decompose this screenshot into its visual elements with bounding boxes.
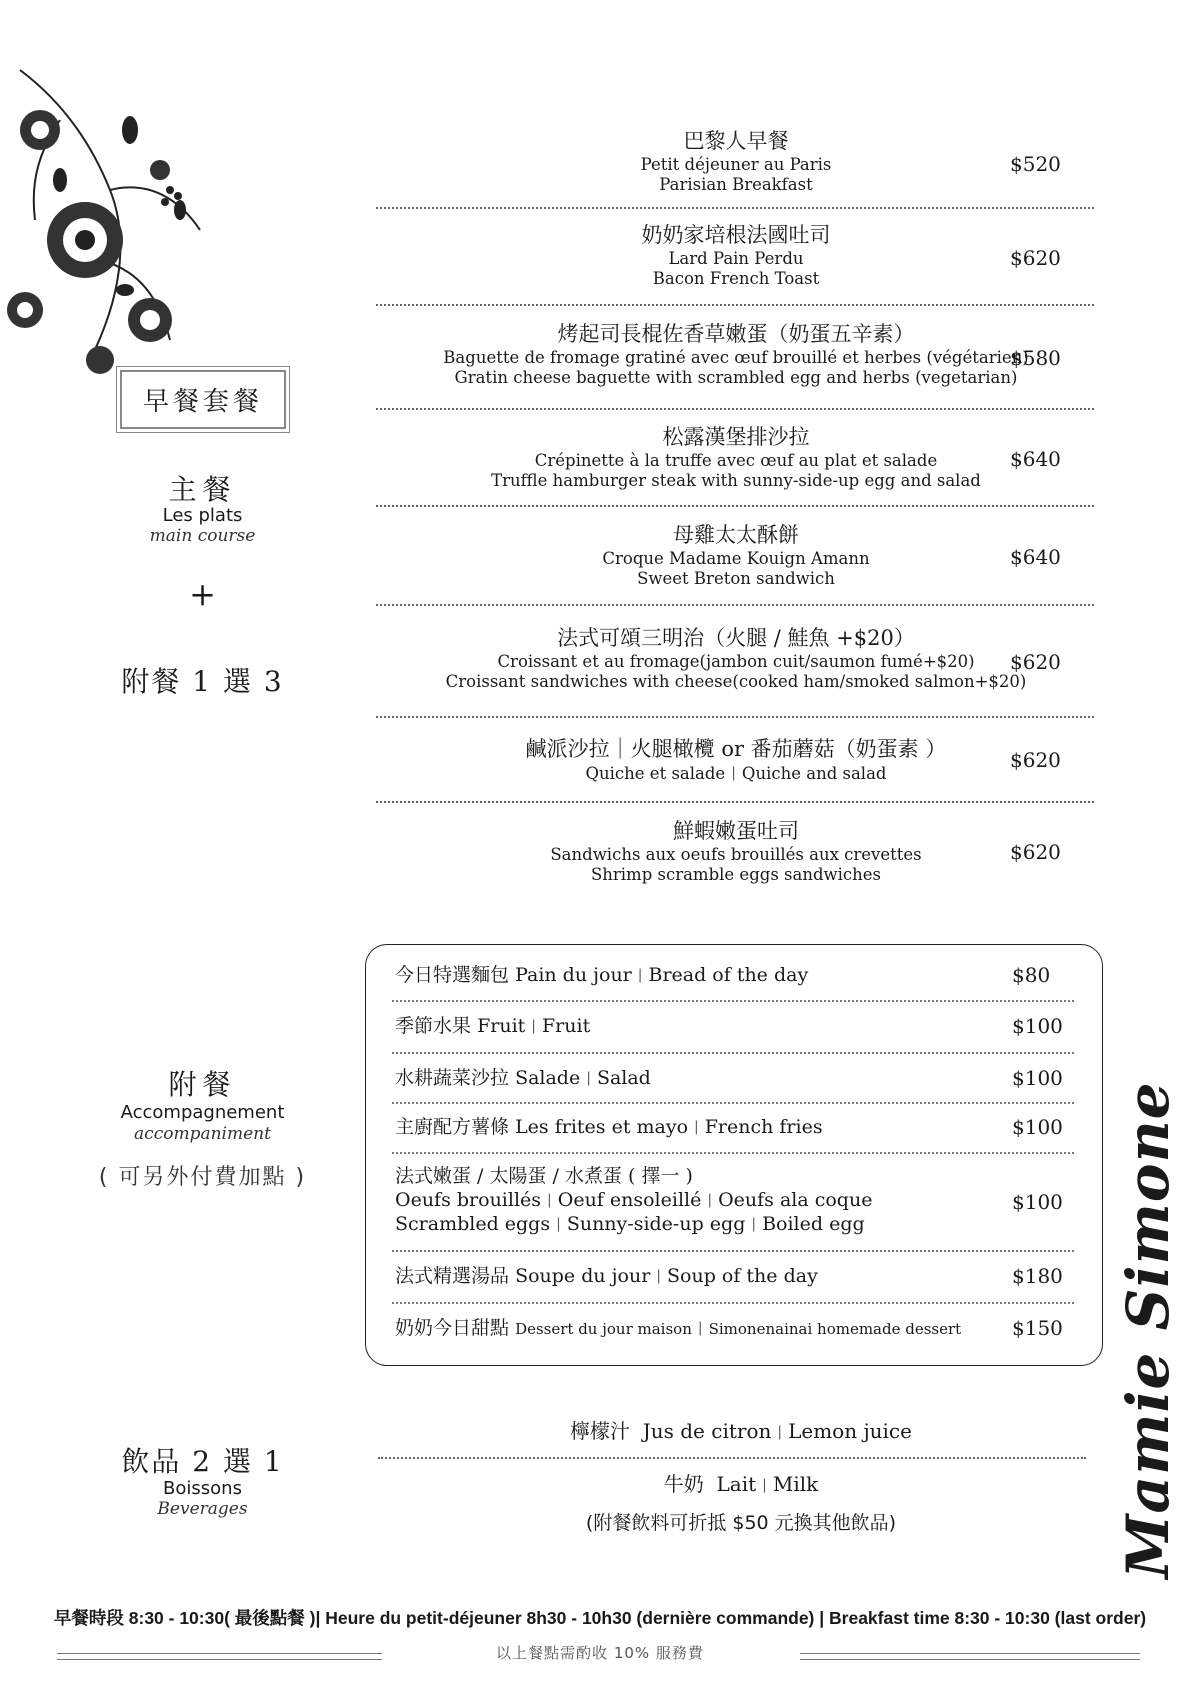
acc-name-en: Sunny-side-up egg (566, 1213, 746, 1235)
item-name-zh: 巴黎人早餐 (683, 129, 789, 153)
item-name-fr: Croque Madame Kouign Amann (602, 549, 870, 568)
accompaniment-row (395, 1264, 1075, 1288)
beverage-label-en: Beverages (157, 1499, 248, 1519)
acc-name-fr: Soupe du jour (515, 1265, 651, 1287)
acc-name-fr: Fruit (477, 1015, 526, 1037)
item-name-en: Quiche and salad (741, 764, 887, 783)
acc-price: $150 (1012, 1316, 1063, 1340)
separator: | (547, 1192, 552, 1208)
separator: | (762, 1477, 767, 1493)
acc-price: $100 (1012, 1190, 1063, 1214)
acc-name-fr: Oeuf ensoleillé (557, 1189, 702, 1211)
item-price: $620 (1010, 840, 1061, 864)
accompaniment-note: ( 可另外付費加點 ) (98, 1165, 307, 1190)
signature-logo: Mamie Simone (1114, 1081, 1182, 1579)
item-name-zh: 烤起司長棍佐香草嫩蛋（奶蛋五辛素） (557, 322, 915, 346)
separator: | (531, 1018, 536, 1034)
divider (378, 1457, 1086, 1459)
acc-name-zh: 季節水果 (395, 1015, 472, 1037)
divider (376, 304, 1094, 306)
item-price: $620 (1010, 650, 1061, 674)
acc-price: $100 (1012, 1066, 1063, 1090)
acc-name-fr: Dessert du jour maison (515, 1320, 692, 1338)
item-price: $640 (1010, 447, 1061, 471)
item-name-en: Shrimp scramble eggs sandwiches (590, 865, 882, 884)
acc-egg-fr-line (395, 1188, 1075, 1212)
acc-name-zh: 今日特選麵包 (395, 964, 510, 986)
separator: | (556, 1216, 561, 1232)
breakfast-hours: 早餐時段 8:30 - 10:30( 最後點餐 )| Heure du petit-déjeuner 8h30 - 10h30 (dernière commande) | Breakfast time 8:30 - 10:30 (last order) (53, 1608, 1147, 1628)
menu-item (376, 221, 1096, 289)
divider (392, 1102, 1074, 1104)
acc-name-fr: Les frites et mayo (515, 1116, 689, 1138)
item-name-fr: Lard Pain Perdu (668, 249, 804, 268)
divider (376, 505, 1094, 507)
item-name-zh: 母雞太太酥餅 (673, 523, 799, 547)
divider (376, 604, 1094, 606)
bev-name-zh: 牛奶 (663, 1472, 704, 1496)
accompaniment-row (395, 1066, 1075, 1090)
accompaniment-row (395, 1115, 1075, 1139)
acc-name-en: Boiled egg (762, 1213, 865, 1235)
acc-name-zh: 法式精選湯品 (395, 1265, 510, 1287)
acc-name-fr: Oeufs brouillés (395, 1189, 542, 1211)
accompaniment-label-zh: 附餐 (168, 1068, 237, 1101)
item-name-zh: 松露漢堡排沙拉 (662, 425, 810, 449)
separator: | (777, 1424, 783, 1440)
service-charge-note: 以上餐點需酌收 10% 服務費 (496, 1644, 704, 1662)
acc-name-en: Fruit (542, 1015, 591, 1037)
main-course-label-zh: 主餐 (168, 473, 237, 506)
acc-name-fr: Pain du jour (515, 964, 632, 986)
item-name-fr: Quiche et salade (585, 764, 726, 783)
plus-sign: + (189, 575, 216, 613)
item-name-fr: Petit déjeuner au Paris (640, 155, 832, 174)
divider (392, 1000, 1074, 1002)
divider (376, 207, 1094, 209)
divider (376, 801, 1094, 803)
item-name-fr: Croissant et au fromage(jambon cuit/saumon fumé+$20) (497, 652, 975, 671)
separator: | (731, 765, 736, 781)
separator: | (751, 1216, 757, 1232)
bev-name-fr: Lait (716, 1472, 757, 1496)
accompaniment-label-fr: Accompagnement (120, 1102, 285, 1123)
menu-item (376, 624, 1096, 692)
menu-item (376, 735, 1096, 784)
beverage-item (376, 1415, 1106, 1444)
item-price: $520 (1010, 152, 1061, 176)
item-name-en: Truffle hamburger steak with sunny-side-up egg and salad (491, 471, 981, 490)
accompaniment-row (395, 1164, 1075, 1236)
item-name-en: Croissant sandwiches with cheese(cooked ham/smoked salmon+$20) (445, 672, 1027, 691)
accompaniment-row (395, 963, 1075, 987)
item-name-en: Parisian Breakfast (659, 175, 813, 194)
menu-item (376, 521, 1096, 589)
separator: | (586, 1070, 591, 1086)
separator: | (637, 967, 643, 983)
acc-name-fr: Salade (515, 1067, 581, 1089)
accompaniment-label-en: accompaniment (134, 1124, 271, 1144)
menu-item (376, 127, 1096, 195)
acc-name-en: Scrambled eggs (395, 1213, 551, 1235)
divider (392, 1052, 1074, 1054)
bev-name-en: Milk (772, 1472, 819, 1496)
menu-item (376, 320, 1096, 388)
item-price: $580 (1010, 346, 1061, 370)
divider (376, 716, 1094, 718)
separator: | (707, 1192, 713, 1208)
beverage-label-fr: Boissons (163, 1478, 242, 1499)
acc-egg-en-line (395, 1212, 1075, 1236)
item-name-fr: Baguette de fromage gratiné avec œuf brouillé et herbes (végétarien) (443, 348, 1029, 367)
separator: | (694, 1119, 699, 1135)
side-choice-label: 附餐 1 選 3 (121, 665, 284, 698)
floral-illustration (0, 60, 210, 380)
item-name-fr-en (376, 763, 1096, 784)
item-name-fr: Sandwichs aux oeufs brouillés aux crevettes (550, 845, 922, 864)
item-name-zh: 鹹派沙拉｜火腿橄欖 or 番茄蘑菇（奶蛋素 ） (525, 737, 947, 761)
divider (392, 1152, 1074, 1154)
footer-rule-right (800, 1653, 1140, 1660)
bev-name-en: Lemon juice (788, 1419, 912, 1443)
acc-name-fr: Oeufs ala coque (718, 1189, 873, 1211)
divider (392, 1302, 1074, 1304)
menu-item (376, 423, 1096, 491)
acc-name-zh: 法式嫩蛋 / 太陽蛋 / 水煮蛋 ( 擇一 ) (395, 1165, 693, 1187)
divider (392, 1250, 1074, 1252)
acc-name-en: Soup of the day (667, 1265, 818, 1287)
accompaniment-row (395, 1014, 1075, 1038)
acc-name-zh: 水耕蔬菜沙拉 (395, 1067, 510, 1089)
set-meal-title: 早餐套餐 (120, 370, 286, 429)
accompaniment-row (395, 1316, 1075, 1341)
beverage-choice-label: 飲品 2 選 1 (121, 1445, 284, 1478)
item-price: $620 (1010, 748, 1061, 772)
acc-price: $180 (1012, 1264, 1063, 1288)
beverage-item (376, 1468, 1106, 1497)
acc-price: $100 (1012, 1115, 1063, 1139)
bev-name-zh: 檸檬汁 (570, 1419, 631, 1443)
item-name-en: Sweet Breton sandwich (637, 569, 835, 588)
acc-name-en: French fries (704, 1116, 823, 1138)
item-price: $620 (1010, 246, 1061, 270)
item-price: $640 (1010, 545, 1061, 569)
item-name-fr: Crépinette à la truffe avec œuf au plat et salade (534, 451, 938, 470)
separator: | (656, 1268, 662, 1284)
main-course-label-en: main course (149, 526, 256, 546)
item-name-zh: 奶奶家培根法國吐司 (641, 223, 831, 247)
acc-name-zh: 奶奶今日甜點 (395, 1317, 510, 1339)
item-name-en: Bacon French Toast (652, 269, 820, 288)
acc-name-en: Bread of the day (648, 964, 809, 986)
acc-name-en: Salad (596, 1067, 651, 1089)
menu-item (376, 817, 1096, 885)
acc-name-en: Simonenainai homemade dessert (708, 1320, 962, 1338)
acc-price: $100 (1012, 1014, 1063, 1038)
acc-name-zh: 主廚配方薯條 (395, 1116, 510, 1138)
bev-name-fr: Jus de citron (642, 1419, 772, 1443)
beverage-note: (附餐飲料可折抵 $50 元換其他飲品) (585, 1512, 897, 1534)
item-name-en: Gratin cheese baguette with scrambled egg and herbs (vegetarian) (454, 368, 1018, 387)
acc-price: $80 (1012, 963, 1051, 987)
separator: | (697, 1320, 703, 1336)
item-name-zh: 鮮蝦嫩蛋吐司 (673, 819, 799, 843)
divider (376, 408, 1094, 410)
main-course-label-fr: Les plats (162, 505, 243, 526)
item-name-zh: 法式可頌三明治（火腿 / 鮭魚 +$20） (557, 626, 915, 650)
